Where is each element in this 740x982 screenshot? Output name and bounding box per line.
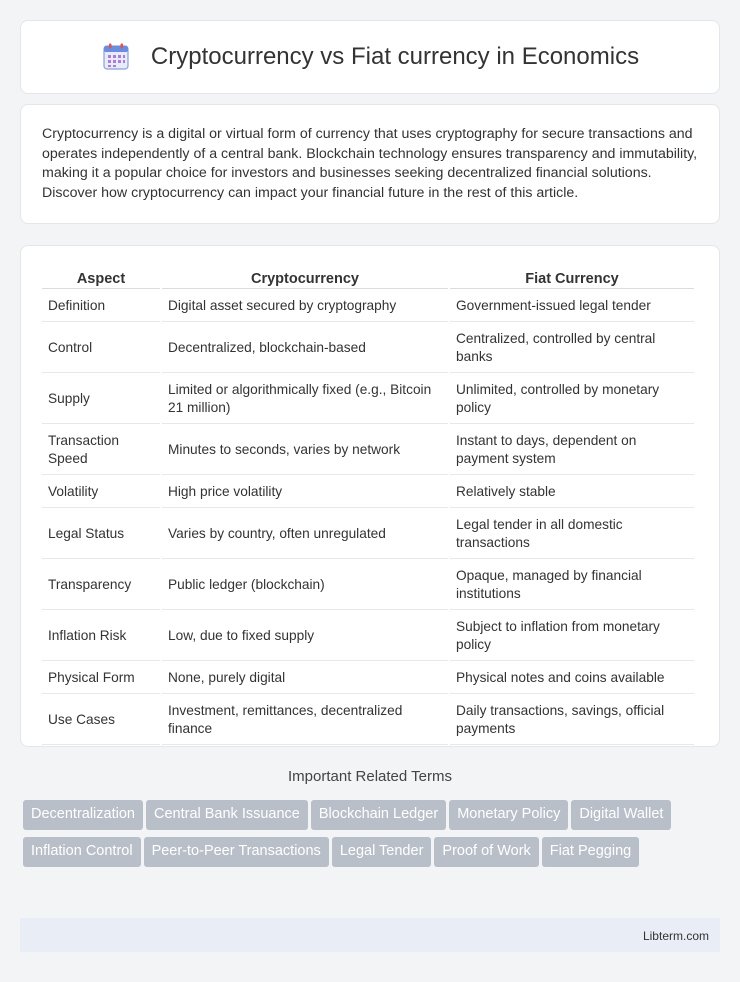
table-row xyxy=(42,291,694,322)
table-cell: Volatility xyxy=(42,477,160,508)
intro-text: Cryptocurrency is a digital or virtual form of currency that uses cryptography for secure transactions and operates independently of a central bank. Blockchain technology ensures transparency and immutability, making it a popular choice for investors and businesses seeking decentralized financial solutions. Discover how cryptocurrency can impact your financial future in the rest of this article. xyxy=(42,126,698,201)
table-row xyxy=(42,663,694,694)
table-row xyxy=(42,426,694,475)
table-cell: Public ledger (blockchain) xyxy=(162,561,448,610)
table-row xyxy=(42,561,694,610)
table-cell: Varies by country, often unregulated xyxy=(162,510,448,559)
table-cell: None, purely digital xyxy=(162,663,448,694)
table-cell: Inflation Risk xyxy=(42,612,160,661)
comparison-table xyxy=(40,264,696,747)
table-cell: Subject to inflation from monetary policy xyxy=(450,612,694,661)
related-term-tag[interactable]: Peer-to-Peer Transactions xyxy=(144,837,329,867)
table-cell: Legal tender in all domestic transactions xyxy=(450,510,694,559)
table-cell: Relatively stable xyxy=(450,477,694,508)
table-cell: Daily transactions, savings, official payments xyxy=(450,696,694,745)
table-row xyxy=(42,375,694,424)
table-cell: Minutes to seconds, varies by network xyxy=(162,426,448,475)
page-title: Cryptocurrency vs Fiat currency in Economics xyxy=(150,43,640,70)
table-cell: Transaction Speed xyxy=(42,426,160,475)
table-cell: Control xyxy=(42,324,160,373)
table-row xyxy=(42,477,694,508)
related-term-tag[interactable]: Proof of Work xyxy=(434,837,538,867)
table-cell: Government-issued legal tender xyxy=(450,291,694,322)
calendar-icon xyxy=(101,42,131,72)
footer-link[interactable]: Libterm.com xyxy=(642,929,709,943)
related-term-tag[interactable]: Inflation Control xyxy=(23,837,141,867)
column-header: Cryptocurrency xyxy=(162,266,448,289)
table-cell: Decentralized, blockchain-based xyxy=(162,324,448,373)
table-cell: Legal Status xyxy=(42,510,160,559)
table-cell: Low, due to fixed supply xyxy=(162,612,448,661)
related-term-tag[interactable]: Legal Tender xyxy=(332,837,432,867)
table-cell: Instant to days, dependent on payment system xyxy=(450,426,694,475)
related-term-tag[interactable]: Blockchain Ledger xyxy=(311,800,446,830)
table-row xyxy=(42,696,694,745)
table-cell: Investment, remittances, decentralized finance xyxy=(162,696,448,745)
table-cell: Opaque, managed by financial institutions xyxy=(450,561,694,610)
related-term-tag[interactable]: Central Bank Issuance xyxy=(146,800,308,830)
related-term-tag[interactable]: Decentralization xyxy=(23,800,143,830)
column-header: Fiat Currency xyxy=(450,266,694,289)
table-cell: Use Cases xyxy=(42,696,160,745)
table-cell: Supply xyxy=(42,375,160,424)
intro-card xyxy=(20,104,720,224)
table-row xyxy=(42,324,694,373)
table-header-row xyxy=(42,266,694,289)
table-cell: Physical Form xyxy=(42,663,160,694)
table-cell: Digital asset secured by cryptography xyxy=(162,291,448,322)
footer xyxy=(20,918,720,952)
related-term-tag[interactable]: Monetary Policy xyxy=(449,800,568,830)
related-term-tag[interactable]: Fiat Pegging xyxy=(542,837,639,867)
column-header: Aspect xyxy=(42,266,160,289)
related-terms-list xyxy=(23,800,723,874)
table-cell: High price volatility xyxy=(162,477,448,508)
table-cell: Transparency xyxy=(42,561,160,610)
related-term-tag[interactable]: Digital Wallet xyxy=(571,800,671,830)
table-cell: Limited or algorithmically fixed (e.g., Bitcoin 21 million) xyxy=(162,375,448,424)
table-row xyxy=(42,612,694,661)
table-cell: Centralized, controlled by central banks xyxy=(450,324,694,373)
comparison-table-card xyxy=(20,245,720,747)
table-cell: Unlimited, controlled by monetary policy xyxy=(450,375,694,424)
table-cell: Definition xyxy=(42,291,160,322)
header-card xyxy=(20,20,720,94)
table-row xyxy=(42,510,694,559)
related-terms-title: Important Related Terms xyxy=(288,768,452,785)
table-cell: Physical notes and coins available xyxy=(450,663,694,694)
